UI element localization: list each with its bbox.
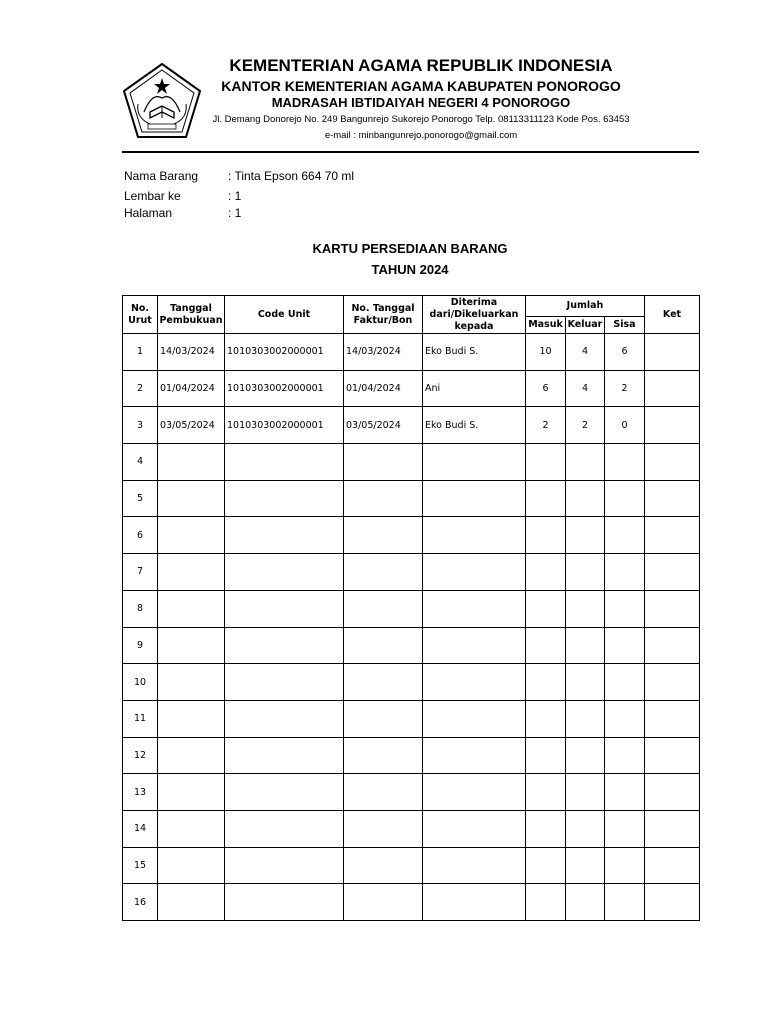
cell-ket	[645, 517, 700, 554]
cell-tanggal: 14/03/2024	[158, 334, 225, 371]
table-row	[123, 700, 700, 737]
cell-tanggal	[158, 664, 225, 701]
cell-sisa	[605, 884, 645, 921]
cell-code-unit	[225, 884, 344, 921]
halaman-value: : 1	[228, 206, 242, 220]
cell-no-tanggal	[344, 810, 423, 847]
cell-ket	[645, 737, 700, 774]
cell-no-urut: 12	[123, 737, 158, 774]
cell-no-tanggal	[344, 517, 423, 554]
cell-ket	[645, 700, 700, 737]
cell-keluar	[566, 480, 605, 517]
cell-sisa	[605, 774, 645, 811]
cell-no-tanggal	[344, 737, 423, 774]
cell-masuk	[526, 517, 566, 554]
school-title: MADRASAH IBTIDAIYAH NEGERI 4 PONOROGO	[271, 95, 571, 110]
table-row	[123, 810, 700, 847]
cell-tanggal	[158, 517, 225, 554]
table-row	[123, 737, 700, 774]
cell-diterima	[423, 700, 526, 737]
cell-sisa	[605, 554, 645, 591]
cell-masuk	[526, 664, 566, 701]
cell-sisa	[605, 664, 645, 701]
header-no-tanggal-line1: No. Tanggal	[351, 302, 415, 314]
cell-diterima	[423, 444, 526, 481]
cell-tanggal	[158, 627, 225, 664]
cell-masuk: 2	[526, 407, 566, 444]
cell-masuk	[526, 737, 566, 774]
cell-keluar	[566, 664, 605, 701]
table-row	[123, 884, 700, 921]
cell-masuk	[526, 480, 566, 517]
cell-diterima	[423, 774, 526, 811]
header-diterima-line2: dari/Dikeluarkan	[429, 308, 519, 320]
cell-tanggal	[158, 554, 225, 591]
cell-keluar	[566, 774, 605, 811]
cell-no-tanggal	[344, 774, 423, 811]
header-sisa: Sisa	[605, 317, 645, 334]
cell-code-unit: 1010303002000001	[225, 334, 344, 371]
header-no-tanggal-line2: Faktur/Bon	[353, 314, 413, 326]
cell-no-tanggal	[344, 664, 423, 701]
cell-diterima	[423, 554, 526, 591]
cell-no-urut: 13	[123, 774, 158, 811]
cell-sisa	[605, 700, 645, 737]
header-jumlah: Jumlah	[526, 296, 645, 317]
cell-ket	[645, 590, 700, 627]
cell-no-urut: 2	[123, 370, 158, 407]
lembar-value: : 1	[228, 189, 242, 203]
cell-masuk	[526, 810, 566, 847]
cell-no-urut: 10	[123, 664, 158, 701]
table-row	[123, 444, 700, 481]
cell-diterima	[423, 847, 526, 884]
cell-no-urut: 1	[123, 334, 158, 371]
cell-no-tanggal	[344, 884, 423, 921]
cell-diterima	[423, 590, 526, 627]
cell-no-urut: 11	[123, 700, 158, 737]
cell-code-unit	[225, 444, 344, 481]
cell-sisa	[605, 517, 645, 554]
cell-diterima: Eko Budi S.	[423, 334, 526, 371]
cell-code-unit	[225, 810, 344, 847]
cell-tanggal	[158, 590, 225, 627]
lembar-label: Lembar ke	[124, 189, 181, 203]
header-no-urut-line2: Urut	[128, 314, 152, 326]
cell-ket	[645, 884, 700, 921]
halaman-label: Halaman	[124, 206, 173, 220]
header-tanggal	[158, 296, 225, 334]
cell-code-unit	[225, 627, 344, 664]
cell-diterima	[423, 737, 526, 774]
cell-masuk	[526, 700, 566, 737]
header-diterima-line3: kepada	[454, 320, 494, 332]
cell-tanggal	[158, 700, 225, 737]
cell-keluar	[566, 700, 605, 737]
cell-code-unit	[225, 847, 344, 884]
cell-tanggal	[158, 847, 225, 884]
table-row	[123, 517, 700, 554]
cell-no-tanggal	[344, 480, 423, 517]
cell-diterima	[423, 664, 526, 701]
cell-code-unit	[225, 554, 344, 591]
cell-masuk	[526, 554, 566, 591]
cell-ket	[645, 847, 700, 884]
header-tanggal-line2: Pembukuan	[159, 314, 223, 326]
cell-masuk	[526, 590, 566, 627]
cell-no-urut: 4	[123, 444, 158, 481]
table-row	[123, 590, 700, 627]
cell-code-unit	[225, 590, 344, 627]
cell-sisa	[605, 847, 645, 884]
cell-keluar	[566, 444, 605, 481]
cell-code-unit	[225, 700, 344, 737]
table-row	[123, 370, 700, 407]
cell-ket	[645, 334, 700, 371]
cell-diterima	[423, 517, 526, 554]
header-no-urut-line1: No.	[130, 302, 150, 314]
cell-ket	[645, 627, 700, 664]
cell-no-tanggal	[344, 700, 423, 737]
cell-diterima	[423, 884, 526, 921]
cell-no-urut: 3	[123, 407, 158, 444]
cell-masuk	[526, 884, 566, 921]
cell-keluar	[566, 810, 605, 847]
cell-diterima	[423, 627, 526, 664]
header-masuk: Masuk	[526, 317, 566, 334]
cell-no-urut: 7	[123, 554, 158, 591]
cell-sisa: 6	[605, 334, 645, 371]
cell-sisa: 0	[605, 407, 645, 444]
cell-no-urut: 16	[123, 884, 158, 921]
cell-keluar	[566, 737, 605, 774]
cell-sisa	[605, 444, 645, 481]
cell-no-tanggal	[344, 590, 423, 627]
cell-code-unit	[225, 664, 344, 701]
cell-masuk	[526, 627, 566, 664]
cell-tanggal: 01/04/2024	[158, 370, 225, 407]
header-keluar: Keluar	[566, 317, 605, 334]
address-line: Jl. Demang Donorejo No. 249 Bangunrejo Sukorejo Ponorogo Telp. 08113311123 Kode Pos. 63453	[212, 114, 630, 125]
cell-masuk	[526, 444, 566, 481]
cell-sisa	[605, 737, 645, 774]
cell-no-urut: 8	[123, 590, 158, 627]
cell-tanggal	[158, 774, 225, 811]
header-diterima-line1: Diterima	[450, 296, 498, 308]
cell-no-urut: 9	[123, 627, 158, 664]
nama-barang-label: Nama Barang	[124, 169, 199, 183]
cell-no-tanggal: 03/05/2024	[344, 407, 423, 444]
cell-keluar	[566, 884, 605, 921]
header-divider	[122, 151, 699, 153]
cell-ket	[645, 407, 700, 444]
cell-ket	[645, 444, 700, 481]
cell-ket	[645, 664, 700, 701]
cell-sisa	[605, 590, 645, 627]
cell-tanggal	[158, 810, 225, 847]
cell-masuk	[526, 774, 566, 811]
cell-masuk: 6	[526, 370, 566, 407]
card-year: TAHUN 2024	[371, 262, 449, 277]
cell-ket	[645, 810, 700, 847]
cell-tanggal	[158, 444, 225, 481]
cell-sisa	[605, 480, 645, 517]
cell-sisa: 2	[605, 370, 645, 407]
cell-diterima: Eko Budi S.	[423, 407, 526, 444]
cell-keluar: 4	[566, 370, 605, 407]
table-row	[123, 627, 700, 664]
cell-no-urut: 6	[123, 517, 158, 554]
cell-no-tanggal	[344, 554, 423, 591]
cell-diterima: Ani	[423, 370, 526, 407]
cell-diterima	[423, 480, 526, 517]
cell-masuk: 10	[526, 334, 566, 371]
cell-ket	[645, 554, 700, 591]
cell-keluar	[566, 554, 605, 591]
cell-keluar	[566, 847, 605, 884]
cell-no-tanggal: 01/04/2024	[344, 370, 423, 407]
nama-barang-value: : Tinta Epson 664 70 ml	[228, 169, 355, 183]
cell-keluar	[566, 590, 605, 627]
cell-no-tanggal	[344, 444, 423, 481]
cell-keluar: 2	[566, 407, 605, 444]
cell-code-unit	[225, 480, 344, 517]
cell-keluar	[566, 627, 605, 664]
office-title: KANTOR KEMENTERIAN AGAMA KABUPATEN PONOROGO	[221, 78, 621, 94]
cell-code-unit	[225, 737, 344, 774]
cell-masuk	[526, 847, 566, 884]
cell-tanggal	[158, 480, 225, 517]
cell-tanggal	[158, 737, 225, 774]
table-row	[123, 480, 700, 517]
header-diterima	[423, 296, 526, 334]
header-ket: Ket	[645, 296, 700, 334]
table-row	[123, 847, 700, 884]
cell-no-urut: 5	[123, 480, 158, 517]
inventory-table	[122, 295, 700, 921]
table-row	[123, 774, 700, 811]
header-tanggal-line1: Tanggal	[170, 302, 212, 314]
cell-diterima	[423, 810, 526, 847]
header-code-unit: Code Unit	[225, 296, 344, 334]
cell-code-unit: 1010303002000001	[225, 407, 344, 444]
cell-keluar	[566, 517, 605, 554]
cell-keluar: 4	[566, 334, 605, 371]
email-line: e-mail : minbangunrejo.ponorogo@gmail.com	[324, 130, 518, 141]
cell-tanggal	[158, 884, 225, 921]
header-no-urut	[123, 296, 158, 334]
table-row	[123, 554, 700, 591]
cell-ket	[645, 774, 700, 811]
card-title: KARTU PERSEDIAAN BARANG	[312, 241, 508, 256]
cell-no-tanggal	[344, 627, 423, 664]
cell-tanggal: 03/05/2024	[158, 407, 225, 444]
ministry-title: KEMENTERIAN AGAMA REPUBLIK INDONESIA	[229, 56, 613, 75]
cell-no-tanggal	[344, 847, 423, 884]
table-row	[123, 407, 700, 444]
header-no-tanggal	[344, 296, 423, 334]
cell-sisa	[605, 810, 645, 847]
cell-no-tanggal: 14/03/2024	[344, 334, 423, 371]
cell-code-unit: 1010303002000001	[225, 370, 344, 407]
cell-code-unit	[225, 517, 344, 554]
cell-sisa	[605, 627, 645, 664]
cell-no-urut: 15	[123, 847, 158, 884]
cell-code-unit	[225, 774, 344, 811]
table-row	[123, 334, 700, 371]
cell-ket	[645, 480, 700, 517]
cell-ket	[645, 370, 700, 407]
table-row	[123, 664, 700, 701]
cell-no-urut: 14	[123, 810, 158, 847]
